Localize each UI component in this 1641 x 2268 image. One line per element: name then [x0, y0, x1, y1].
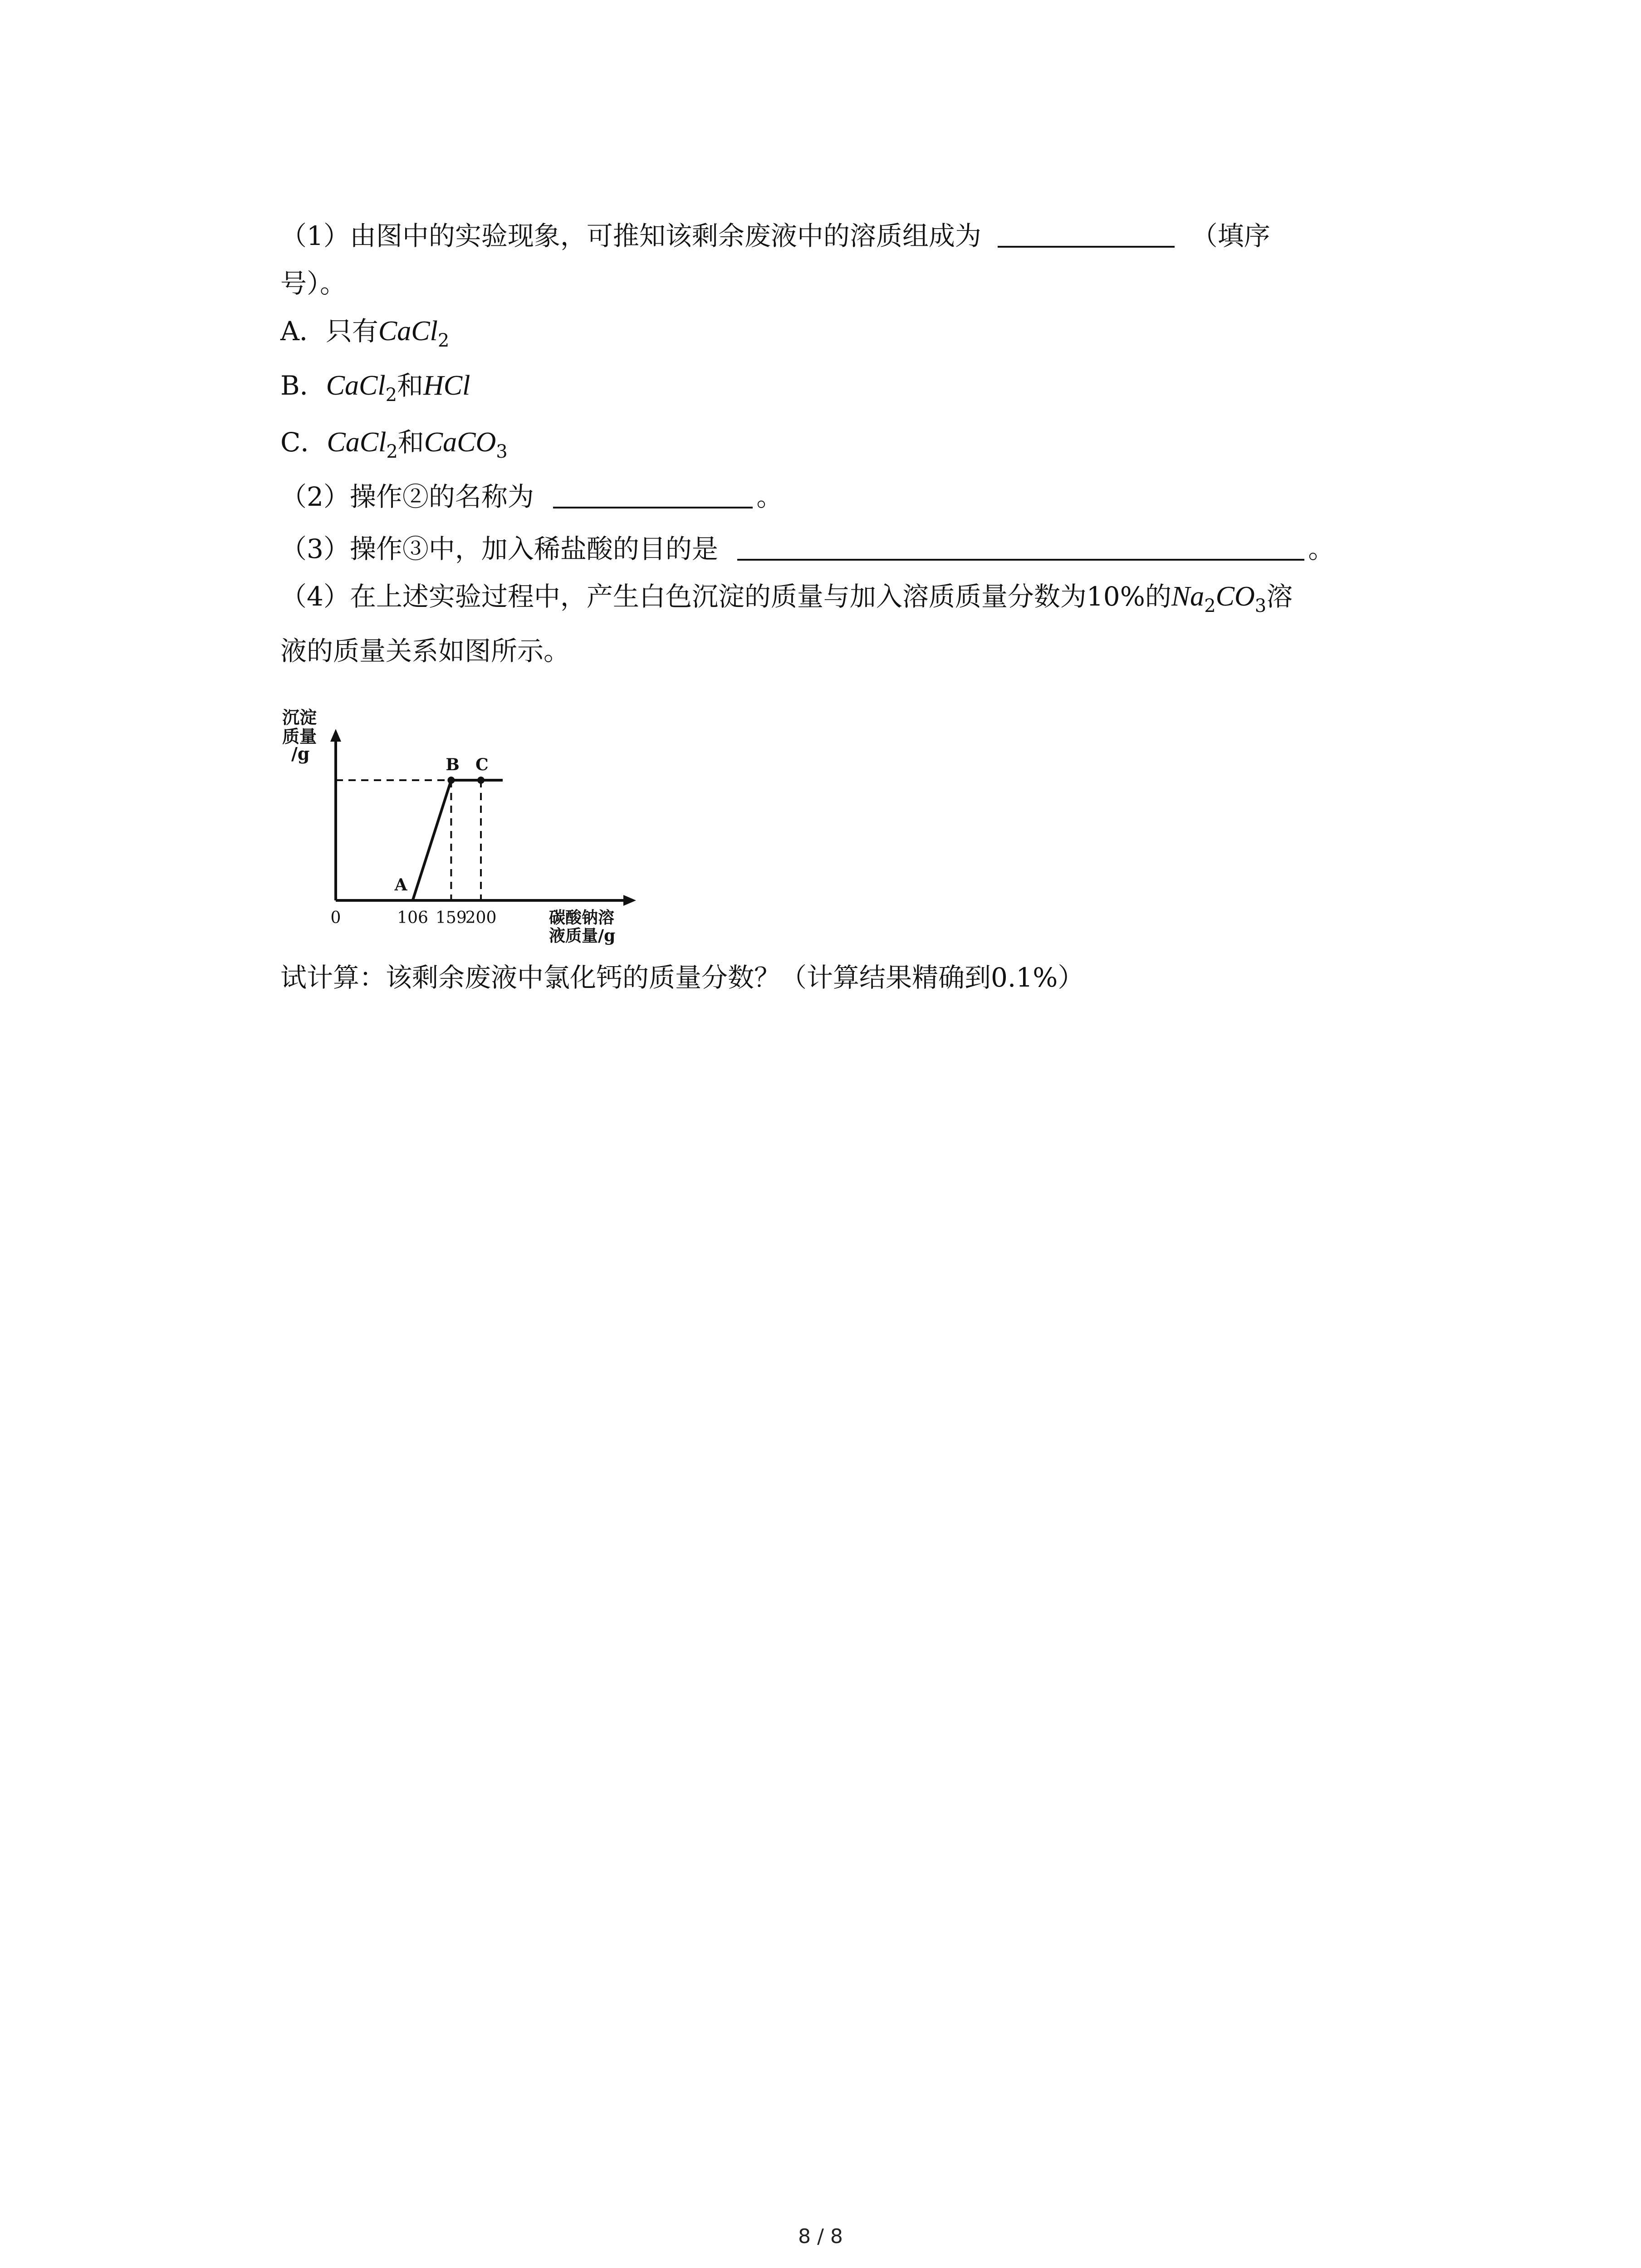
q1-option-a: A．只有CaCl$_2$ — [280, 316, 450, 351]
precipitate-mass-chart — [268, 705, 658, 959]
q3-line: （3）操作③中，加入稀盐酸的目的是 。 — [280, 533, 1335, 564]
x-tick-0: 0 — [330, 909, 341, 927]
q2-line: （2）操作②的名称为 。 — [280, 481, 783, 512]
x-tick-200: 200 — [465, 909, 497, 927]
y-label-line1: 沉淀 — [282, 707, 317, 728]
page-number: 8 / 8 — [798, 2225, 843, 2248]
x-label-line2: 液质量/g — [549, 926, 616, 945]
q1-stem-tail: （填序 — [1191, 220, 1270, 251]
point-label-c: C — [475, 755, 489, 774]
q1-stem-text: （1）由图中的实验现象，可推知该剩余废液中的溶质组成为 — [280, 220, 981, 251]
x-tick-106: 106 — [397, 909, 428, 927]
q1-stem-line2: 号）。 — [280, 268, 347, 299]
y-axis-arrow — [330, 729, 341, 742]
q1-stem-line1 — [280, 218, 1270, 254]
point-label-b: B — [446, 755, 460, 774]
y-label-line2: 质量 — [282, 726, 317, 747]
x-tick-159: 159 — [436, 909, 467, 927]
calculation-question: 试计算：该剩余废液中氯化钙的质量分数？（计算结果精确到0.1%） — [280, 962, 1084, 993]
series-line — [413, 780, 503, 900]
q1-option-b: B．CaCl$_2$和HCl — [280, 370, 470, 406]
q1-answer-blank[interactable] — [998, 220, 1175, 248]
point-label-a: A — [394, 875, 407, 894]
point-c — [477, 777, 485, 784]
q4-line1: （4）在上述实验过程中，产生白色沉淀的质量与加入溶质质量分数为10%的$Na_2CO_3$溶 — [280, 581, 1293, 616]
point-b — [447, 777, 455, 784]
y-axis-label — [282, 707, 317, 764]
q3-answer-blank[interactable] — [737, 533, 1304, 561]
q1-option-c: C．CaCl$_2$和CaCO$_3$ — [280, 427, 508, 462]
q4-line2: 液的质量关系如图所示。 — [280, 635, 570, 666]
x-axis-arrow — [623, 895, 636, 906]
y-label-line3: /g — [291, 743, 310, 764]
q2-answer-blank[interactable] — [553, 480, 753, 508]
x-label-line1: 碳酸钠溶 — [549, 908, 615, 927]
x-axis-label — [549, 908, 615, 945]
